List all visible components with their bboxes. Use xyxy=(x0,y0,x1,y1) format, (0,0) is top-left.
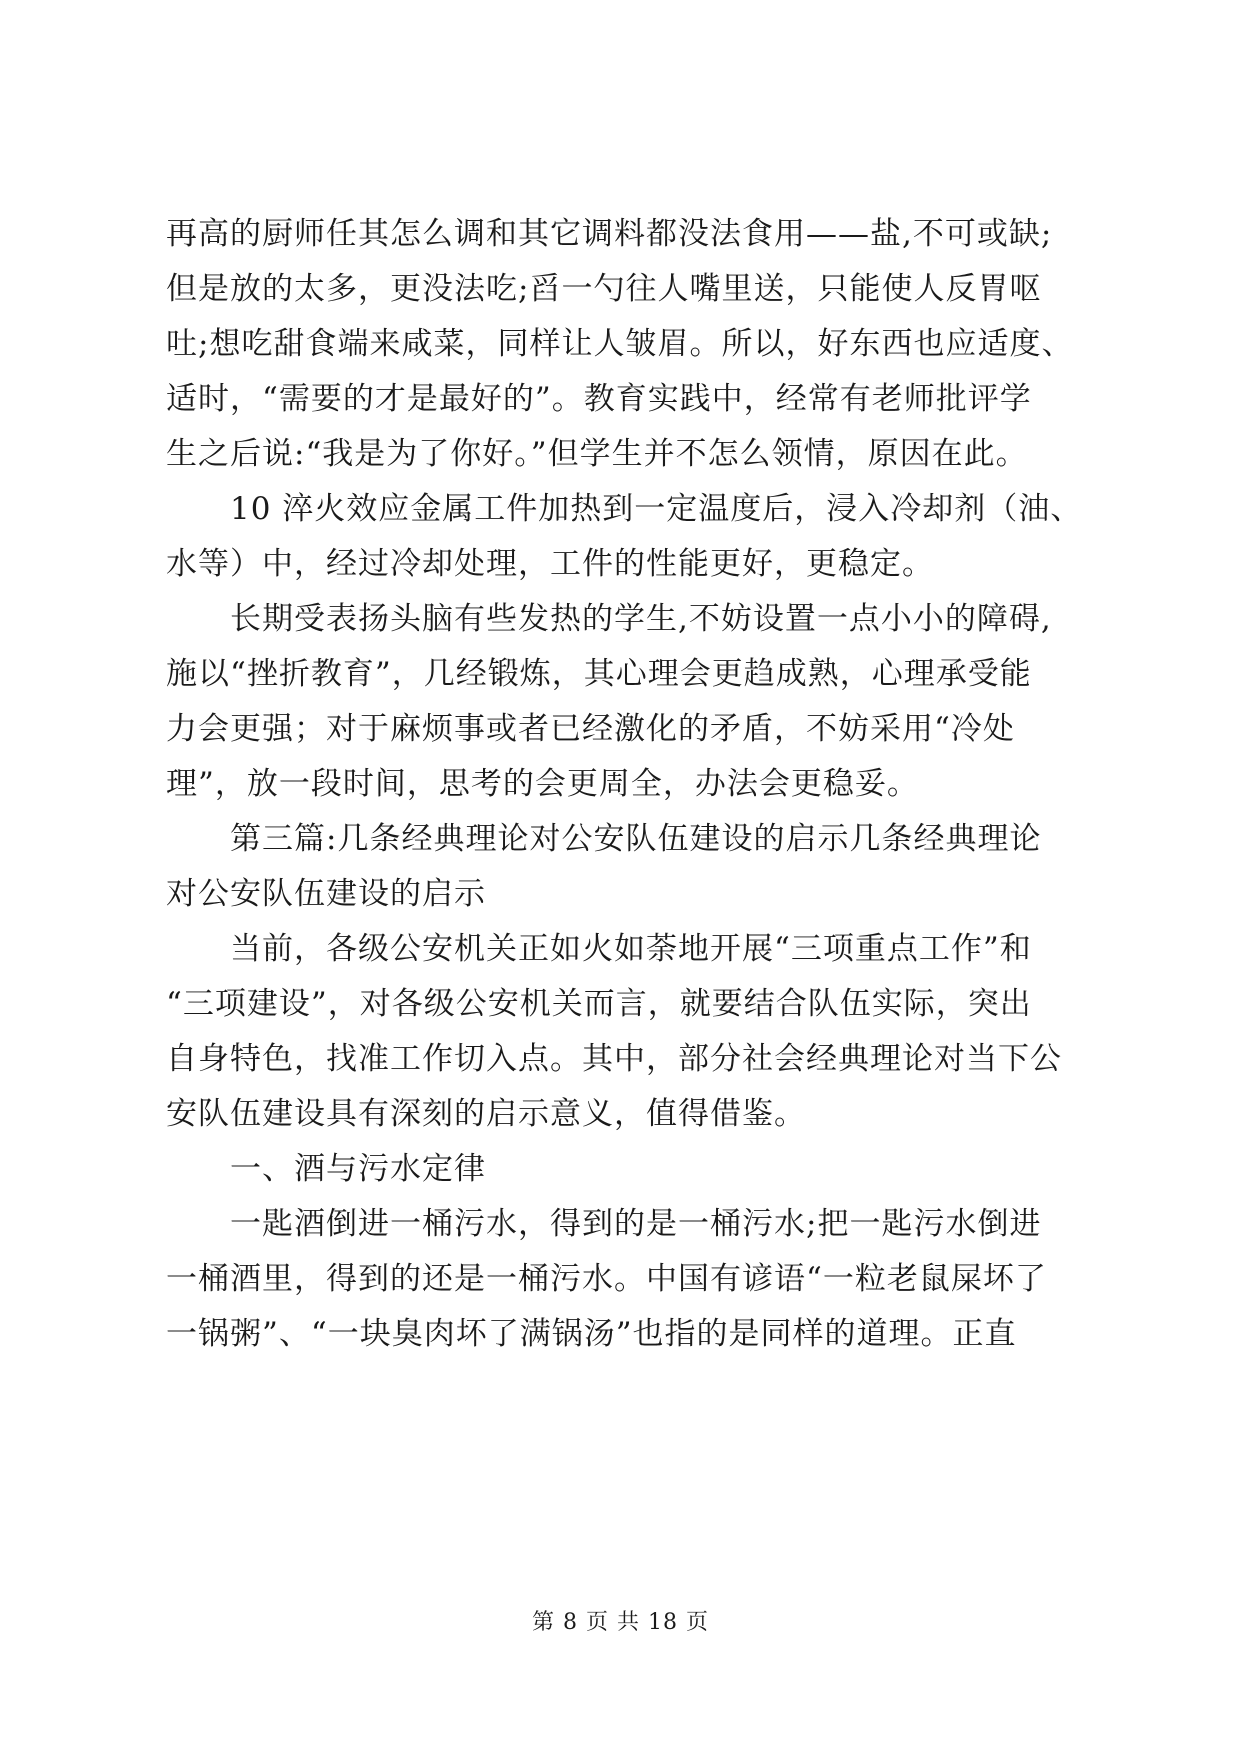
text-line: 水等）中，经过冷却处理，工件的性能更好，更稳定。 xyxy=(166,546,934,582)
text-line: 施以“挫折教育”，几经锻炼，其心理会更趋成熟，心理承受能 xyxy=(166,656,1032,692)
text-line: 安队伍建设具有深刻的启示意义，值得借鉴。 xyxy=(166,1096,806,1132)
text-line: 但是放的太多，更没法吃;舀一勺往人嘴里送，只能使人反胃呕 xyxy=(166,271,1042,307)
section-heading-line: 第三篇:几条经典理论对公安队伍建设的启示几条经典理论 xyxy=(166,821,1042,857)
text-line: 生之后说:“我是为了你好。”但学生并不怎么领情，原因在此。 xyxy=(166,436,1028,472)
text-line: 一锅粥”、“一块臭肉坏了满锅汤”也指的是同样的道理。正直 xyxy=(166,1316,1017,1352)
text-line: 10 淬火效应金属工件加热到一定温度后，浸入冷却剂（油、 xyxy=(166,491,1083,527)
text-line: “三项建设”，对各级公安机关而言，就要结合队伍实际，突出 xyxy=(166,986,1032,1022)
subheading-line: 一、酒与污水定律 xyxy=(166,1151,486,1187)
text-line: 当前，各级公安机关正如火如荼地开展“三项重点工作”和 xyxy=(166,931,1032,967)
text-line: 吐;想吃甜食端来咸菜，同样让人皱眉。所以，好东西也应适度、 xyxy=(166,326,1074,362)
text-line: 长期受表扬头脑有些发热的学生,不妨设置一点小小的障碍, xyxy=(166,601,1052,637)
section-heading-line: 对公安队伍建设的启示 xyxy=(166,876,486,912)
text-line: 再高的厨师任其怎么调和其它调料都没法食用——盐,不可或缺; xyxy=(166,216,1053,252)
text-line: 一匙酒倒进一桶污水，得到的是一桶污水;把一匙污水倒进 xyxy=(166,1206,1042,1242)
text-line: 理”，放一段时间，思考的会更周全，办法会更稳妥。 xyxy=(166,766,919,802)
text-line: 力会更强；对于麻烦事或者已经激化的矛盾，不妨采用“冷处 xyxy=(166,711,1015,747)
page-number-footer: 第 8 页 共 18 页 xyxy=(532,1610,709,1635)
text-line: 自身特色，找准工作切入点。其中，部分社会经典理论对当下公 xyxy=(166,1041,1062,1077)
text-line: 适时，“需要的才是最好的”。教育实践中，经常有老师批评学 xyxy=(166,381,1032,417)
text-line: 一桶酒里，得到的还是一桶污水。中国有谚语“一粒老鼠屎坏了 xyxy=(166,1261,1047,1297)
